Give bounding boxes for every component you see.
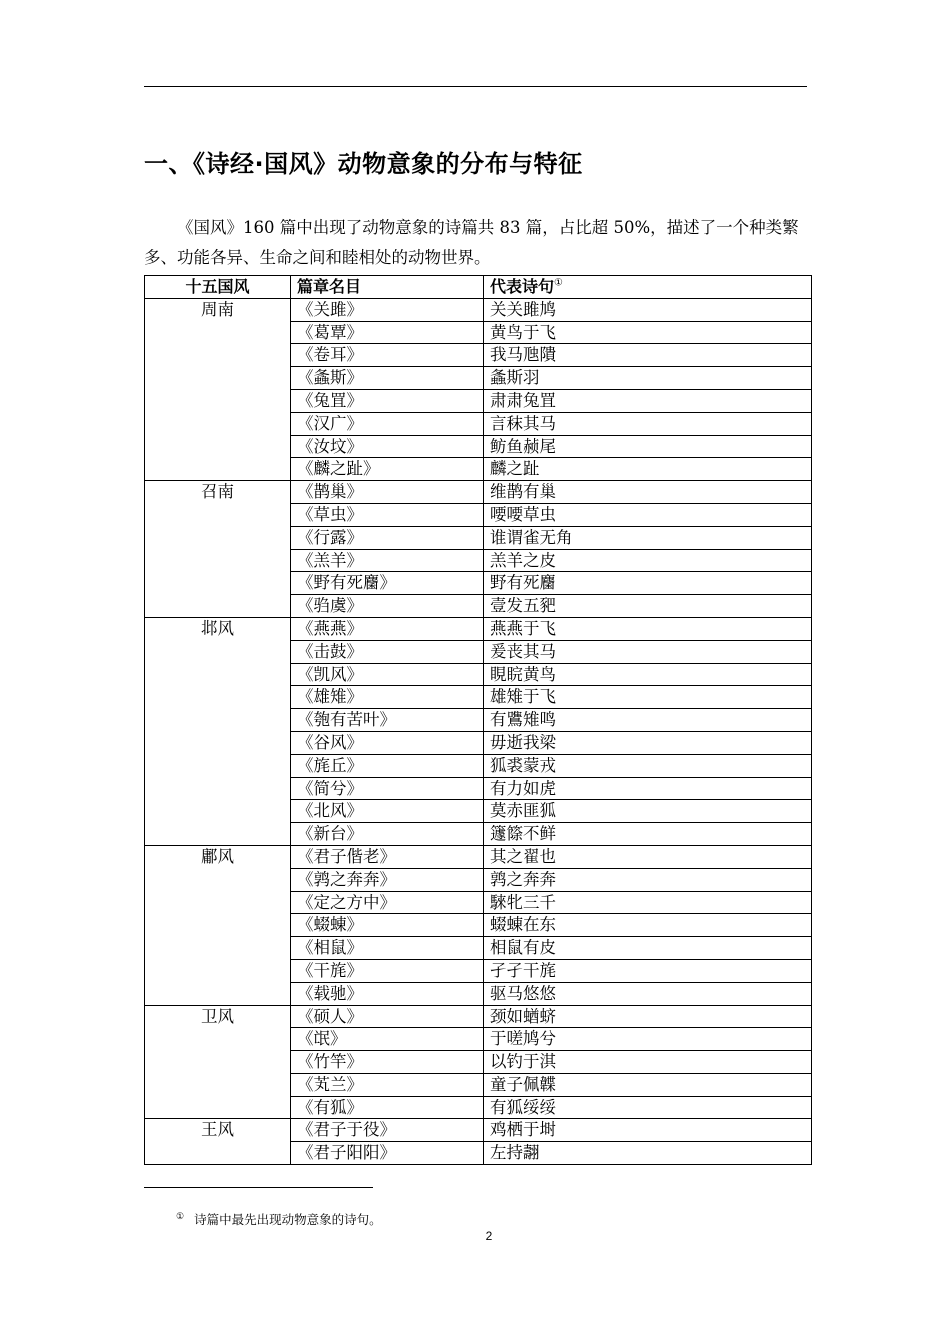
chapter-cell: 《硕人》 (291, 1005, 484, 1028)
line-cell: 以钓于淇 (484, 1051, 812, 1074)
table-body (145, 298, 812, 1164)
line-cell: 野有死麕 (484, 572, 812, 595)
chapter-cell: 《关雎》 (291, 298, 484, 321)
header-line-label: 代表诗句 (490, 277, 555, 296)
chapter-cell: 《干旄》 (291, 959, 484, 982)
header-rule (144, 86, 807, 87)
line-cell: 左持翿 (484, 1142, 812, 1165)
state-cell: 卫风 (145, 1005, 291, 1119)
chapter-cell: 《定之方中》 (291, 891, 484, 914)
chapter-cell: 《相鼠》 (291, 937, 484, 960)
chapter-cell: 《匏有苦叶》 (291, 709, 484, 732)
line-cell: 雄雉于飞 (484, 686, 812, 709)
table-row (145, 617, 812, 640)
line-cell: 鸡栖于埘 (484, 1119, 812, 1142)
table-row (145, 1119, 812, 1142)
line-cell: 狐裘蒙戎 (484, 754, 812, 777)
line-cell: 颈如蝤蛴 (484, 1005, 812, 1028)
header-line (484, 276, 812, 299)
chapter-cell: 《芄兰》 (291, 1073, 484, 1096)
chapter-cell: 《新台》 (291, 823, 484, 846)
footnote (176, 1207, 382, 1230)
footnote-mark: ① (554, 277, 563, 289)
chapter-cell: 《雄雉》 (291, 686, 484, 709)
chapter-cell: 《葛覃》 (291, 321, 484, 344)
line-cell: 燕燕于飞 (484, 617, 812, 640)
chapter-cell: 《鹑之奔奔》 (291, 868, 484, 891)
chapter-cell: 《有狐》 (291, 1096, 484, 1119)
header-chapter: 篇章名目 (291, 276, 484, 299)
section-heading: 一、《诗经·国风》动物意象的分布与特征 (144, 150, 583, 178)
poem-table (144, 275, 812, 1165)
chapter-cell: 《草虫》 (291, 503, 484, 526)
line-cell: 言秣其马 (484, 412, 812, 435)
chapter-cell: 《凯风》 (291, 663, 484, 686)
line-cell: 肃肃兔罝 (484, 389, 812, 412)
state-cell: 周南 (145, 298, 291, 480)
chapter-cell: 《北风》 (291, 800, 484, 823)
chapter-cell: 《简兮》 (291, 777, 484, 800)
chapter-cell: 《卷耳》 (291, 344, 484, 367)
page-number: 2 (485, 1229, 493, 1243)
chapter-cell: 《氓》 (291, 1028, 484, 1051)
line-cell: 相鼠有皮 (484, 937, 812, 960)
footnote-rule (144, 1187, 373, 1188)
state-cell: 王风 (145, 1119, 291, 1165)
line-cell: 维鹊有巢 (484, 481, 812, 504)
line-cell: 驱马悠悠 (484, 982, 812, 1005)
chapter-cell: 《汉广》 (291, 412, 484, 435)
line-cell: 于嗟鸠兮 (484, 1028, 812, 1051)
line-cell: 喓喓草虫 (484, 503, 812, 526)
chapter-cell: 《君子阳阳》 (291, 1142, 484, 1165)
table-row (145, 481, 812, 504)
line-cell: 騋牝三千 (484, 891, 812, 914)
header-state: 十五国风 (145, 276, 291, 299)
chapter-cell: 《羔羊》 (291, 549, 484, 572)
line-cell: 黄鸟于飞 (484, 321, 812, 344)
chapter-cell: 《燕燕》 (291, 617, 484, 640)
chapter-cell: 《汝坟》 (291, 435, 484, 458)
table-header-row (145, 276, 812, 299)
footnote-number: ① (176, 1212, 185, 1222)
line-cell: 其之翟也 (484, 845, 812, 868)
footnote-text: 诗篇中最先出现动物意象的诗句。 (194, 1212, 382, 1228)
intro-paragraph: 《国风》160 篇中出现了动物意象的诗篇共 83 篇，占比超 50%，描述了一个种类繁多、功能各异、生命之间和睦相处的动物世界。 (144, 218, 799, 267)
line-cell: 壹发五豝 (484, 595, 812, 618)
table-row (145, 298, 812, 321)
line-cell: 我马虺隤 (484, 344, 812, 367)
chapter-cell: 《竹竿》 (291, 1051, 484, 1074)
chapter-cell: 《谷风》 (291, 731, 484, 754)
table-row (145, 845, 812, 868)
line-cell: 睍睆黄鸟 (484, 663, 812, 686)
line-cell: 孑孑干旄 (484, 959, 812, 982)
line-cell: 籧篨不鲜 (484, 823, 812, 846)
chapter-cell: 《蝃蝀》 (291, 914, 484, 937)
chapter-cell: 《君子于役》 (291, 1119, 484, 1142)
table-row (145, 1005, 812, 1028)
chapter-cell: 《载驰》 (291, 982, 484, 1005)
line-cell: 谁谓雀无角 (484, 526, 812, 549)
line-cell: 童子佩韘 (484, 1073, 812, 1096)
state-cell: 邶风 (145, 617, 291, 845)
chapter-cell: 《鹊巢》 (291, 481, 484, 504)
chapter-cell: 《螽斯》 (291, 367, 484, 390)
line-cell: 有狐绥绥 (484, 1096, 812, 1119)
line-cell: 麟之趾 (484, 458, 812, 481)
line-cell: 蝃蝀在东 (484, 914, 812, 937)
chapter-cell: 《击鼓》 (291, 640, 484, 663)
state-cell: 召南 (145, 481, 291, 618)
state-cell: 鄘风 (145, 845, 291, 1005)
line-cell: 螽斯羽 (484, 367, 812, 390)
chapter-cell: 《驺虞》 (291, 595, 484, 618)
chapter-cell: 《旄丘》 (291, 754, 484, 777)
line-cell: 关关雎鸠 (484, 298, 812, 321)
chapter-cell: 《兔罝》 (291, 389, 484, 412)
chapter-cell: 《君子偕老》 (291, 845, 484, 868)
chapter-cell: 《麟之趾》 (291, 458, 484, 481)
line-cell: 有鷕雉鸣 (484, 709, 812, 732)
line-cell: 有力如虎 (484, 777, 812, 800)
line-cell: 鲂鱼赪尾 (484, 435, 812, 458)
line-cell: 莫赤匪狐 (484, 800, 812, 823)
line-cell: 爰丧其马 (484, 640, 812, 663)
line-cell: 羔羊之皮 (484, 549, 812, 572)
line-cell: 毋逝我梁 (484, 731, 812, 754)
line-cell: 鹑之奔奔 (484, 868, 812, 891)
chapter-cell: 《行露》 (291, 526, 484, 549)
chapter-cell: 《野有死麕》 (291, 572, 484, 595)
